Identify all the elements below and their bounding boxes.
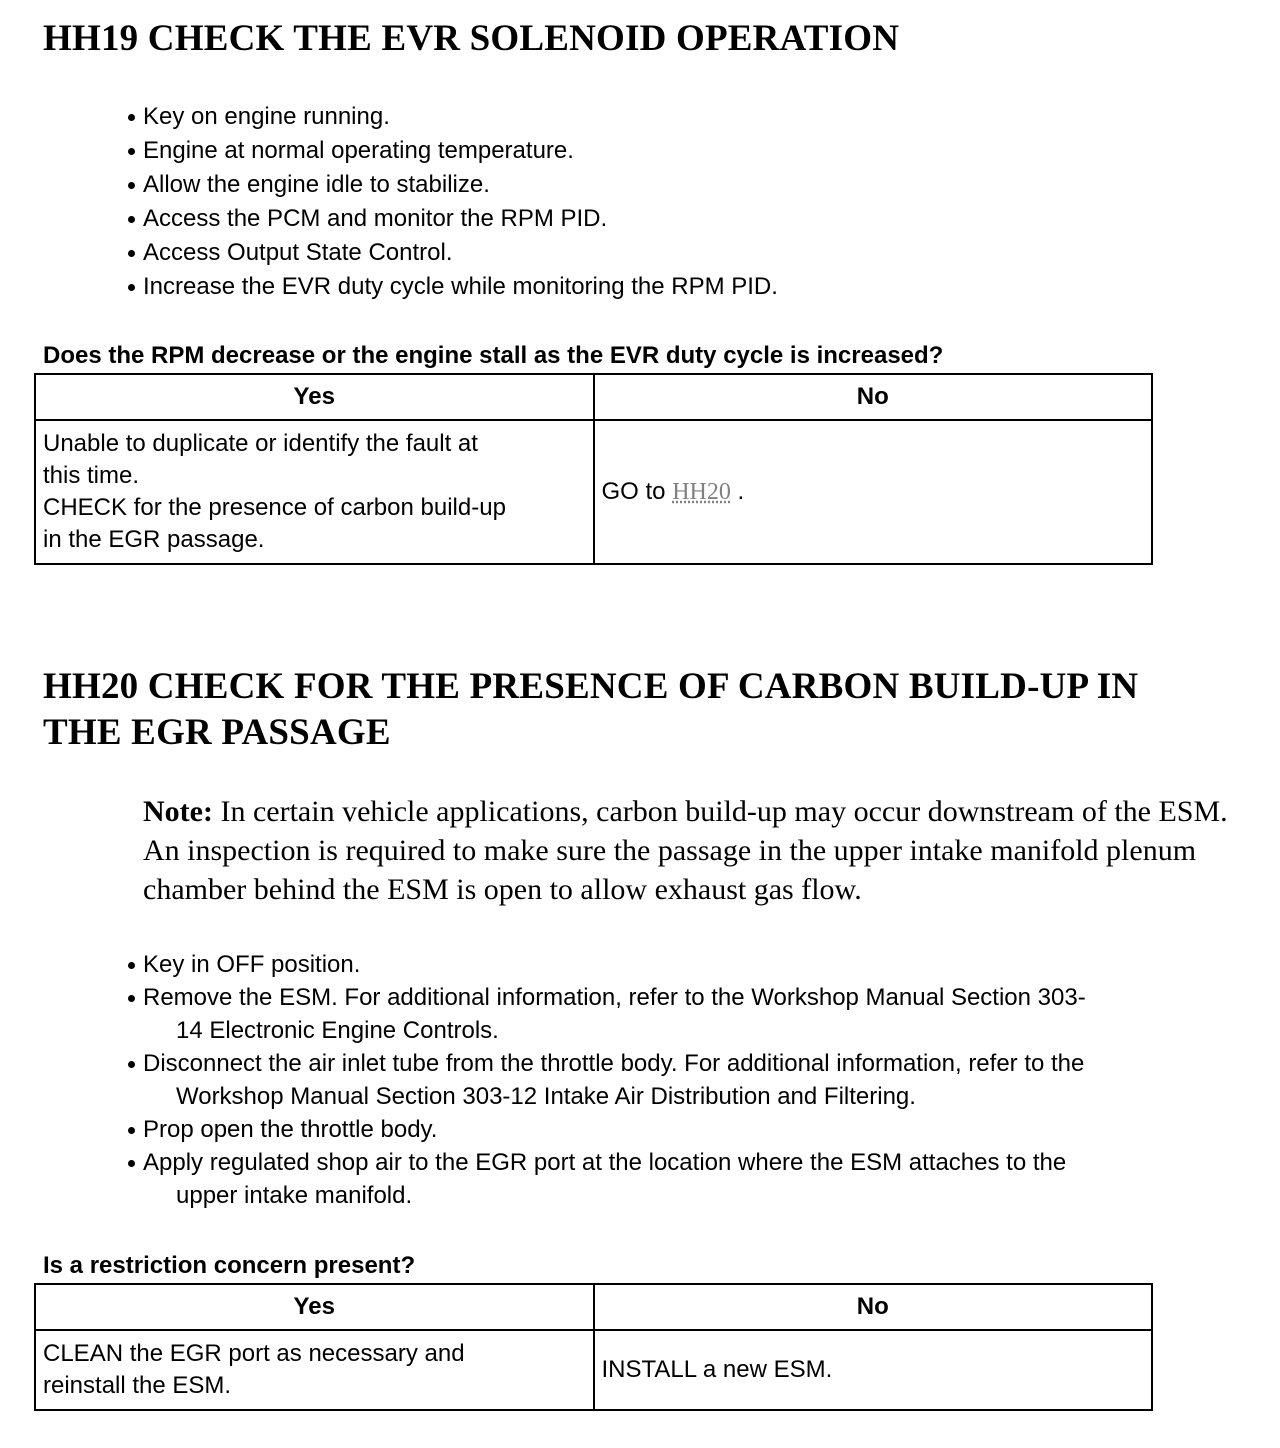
hh20-decision-table: [34, 1283, 1153, 1411]
yes-line: CHECK for the presence of carbon build-up: [43, 494, 506, 521]
hh19-title: HH19 CHECK THE EVR SOLENOID OPERATION: [43, 18, 900, 59]
list-item: [125, 1113, 1255, 1146]
hh19-step-list: [125, 100, 1255, 304]
hh20-link[interactable]: HH20: [672, 479, 731, 505]
hh19-question: Does the RPM decrease or the engine stall as the EVR duty cycle is increased?: [43, 342, 944, 369]
step-text: Prop open the throttle body.: [143, 1116, 438, 1143]
hh20-title: [43, 664, 1138, 756]
yes-cell: [35, 1330, 594, 1410]
list-item: Allow the engine idle to stabilize.: [125, 168, 1255, 202]
yes-line: reinstall the ESM.: [43, 1372, 232, 1399]
note-text: In certain vehicle applications, carbon build-up may occur downstream of the ESM. An inspection is required to make sure the passage in the upper intake manifold plenum chamber behind the ESM is open to allow exhaust gas flow.: [143, 795, 1228, 906]
note-label: Note:: [143, 795, 213, 828]
yes-line: this time.: [43, 462, 140, 489]
list-item: [125, 948, 1255, 981]
list-item: Increase the EVR duty cycle while monitoring the RPM PID.: [125, 270, 1255, 304]
hh20-question: Is a restriction concern present?: [43, 1252, 416, 1279]
no-header: No: [594, 374, 1153, 420]
yes-header: Yes: [35, 1284, 594, 1330]
hh20-step-list: [125, 948, 1255, 1212]
list-item: Access Output State Control.: [125, 236, 1255, 270]
yes-line: CLEAN the EGR port as necessary and: [43, 1340, 465, 1367]
hh19-decision-table: [34, 373, 1153, 565]
no-prefix: GO to: [601, 478, 666, 505]
list-item: [125, 1047, 1255, 1113]
yes-cell: [35, 420, 594, 564]
list-item: [125, 1146, 1255, 1212]
no-header: No: [594, 1284, 1153, 1330]
step-text-continued: Workshop Manual Section 303-12 Intake Air Distribution and Filtering.: [176, 1083, 916, 1110]
list-item: Access the PCM and monitor the RPM PID.: [125, 202, 1255, 236]
no-cell: [594, 420, 1153, 564]
hh20-title-line2: THE EGR PASSAGE: [43, 712, 391, 753]
yes-line: Unable to duplicate or identify the fault at: [43, 430, 478, 457]
yes-line: in the EGR passage.: [43, 526, 265, 553]
step-text: Disconnect the air inlet tube from the throttle body. For additional information, refer to the: [143, 1050, 1085, 1077]
step-text-continued: 14 Electronic Engine Controls.: [176, 1017, 499, 1044]
hh20-note: [143, 792, 1243, 909]
yes-header: Yes: [35, 374, 594, 420]
list-item: [125, 981, 1255, 1047]
no-cell: INSTALL a new ESM.: [594, 1330, 1153, 1410]
list-item: Key on engine running.: [125, 100, 1255, 134]
step-text: Remove the ESM. For additional information, refer to the Workshop Manual Section 303-: [143, 984, 1086, 1011]
list-item: Engine at normal operating temperature.: [125, 134, 1255, 168]
step-text-continued: upper intake manifold.: [176, 1182, 413, 1209]
hh20-title-line1: HH20 CHECK FOR THE PRESENCE OF CARBON BUILD-UP IN: [43, 666, 1139, 707]
no-suffix: .: [737, 478, 745, 505]
step-text: Apply regulated shop air to the EGR port at the location where the ESM attaches to the: [143, 1149, 1067, 1176]
step-text: Key in OFF position.: [143, 951, 361, 978]
